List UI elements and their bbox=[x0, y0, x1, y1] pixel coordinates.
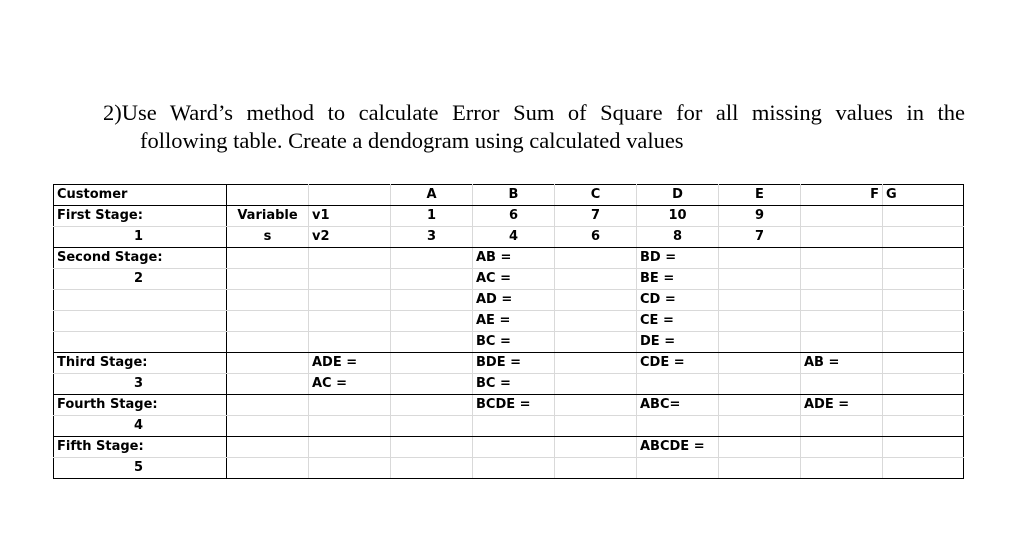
question-line-1: 2)Use Ward’s method to calculate Error Sum of Square for all missing values in the bbox=[103, 100, 965, 125]
col-header-f: F bbox=[801, 185, 883, 206]
third-stage-v1-1: AC = bbox=[309, 374, 391, 395]
v2-e: 7 bbox=[719, 227, 801, 248]
col-header-c: C bbox=[555, 185, 637, 206]
col-header-b: B bbox=[473, 185, 555, 206]
third-stage-b-1: BC = bbox=[473, 374, 555, 395]
fourth-stage-d-0: ABC= bbox=[637, 395, 719, 416]
fourth-stage-b-0: BCDE = bbox=[473, 395, 555, 416]
table-row bbox=[54, 227, 964, 248]
second-stage-b-2: AD = bbox=[473, 290, 555, 311]
variables-label-top: Variable bbox=[227, 206, 309, 227]
second-stage-d-4: DE = bbox=[637, 332, 719, 353]
third-stage-label: Third Stage: bbox=[54, 353, 227, 374]
table-row bbox=[54, 416, 964, 437]
second-stage-d-1: BE = bbox=[637, 269, 719, 290]
third-stage-b-0: BDE = bbox=[473, 353, 555, 374]
table-row bbox=[54, 311, 964, 332]
table-row bbox=[54, 353, 964, 374]
col-header-g: G bbox=[883, 185, 964, 206]
third-stage-number: 3 bbox=[54, 374, 227, 395]
second-stage-d-2: CD = bbox=[637, 290, 719, 311]
fifth-stage-label: Fifth Stage: bbox=[54, 437, 227, 458]
variables-label-bottom: s bbox=[227, 227, 309, 248]
fifth-stage-d-0: ABCDE = bbox=[637, 437, 719, 458]
second-stage-number: 2 bbox=[54, 269, 227, 290]
second-stage-b-3: AE = bbox=[473, 311, 555, 332]
table-row bbox=[54, 458, 964, 479]
table-row bbox=[54, 185, 964, 206]
v1-c: 7 bbox=[555, 206, 637, 227]
question-line-2: following table. Create a dendogram using calculated values bbox=[140, 128, 684, 153]
ward-method-table bbox=[53, 184, 964, 479]
second-stage-label: Second Stage: bbox=[54, 248, 227, 269]
v2-a: 3 bbox=[391, 227, 473, 248]
table-row bbox=[54, 206, 964, 227]
v1-a: 1 bbox=[391, 206, 473, 227]
second-stage-d-3: CE = bbox=[637, 311, 719, 332]
third-stage-v1-0: ADE = bbox=[309, 353, 391, 374]
v1-d: 10 bbox=[637, 206, 719, 227]
second-stage-d-0: BD = bbox=[637, 248, 719, 269]
third-stage-d-0: CDE = bbox=[637, 353, 719, 374]
third-stage-f-0: AB = bbox=[801, 353, 883, 374]
second-stage-b-4: BC = bbox=[473, 332, 555, 353]
table-row bbox=[54, 248, 964, 269]
table-row bbox=[54, 290, 964, 311]
second-stage-b-1: AC = bbox=[473, 269, 555, 290]
second-stage-b-0: AB = bbox=[473, 248, 555, 269]
table-row bbox=[54, 332, 964, 353]
v2-b: 4 bbox=[473, 227, 555, 248]
customer-header: Customer bbox=[54, 185, 227, 206]
fourth-stage-label: Fourth Stage: bbox=[54, 395, 227, 416]
fourth-stage-number: 4 bbox=[54, 416, 227, 437]
fourth-stage-f-0: ADE = bbox=[801, 395, 883, 416]
v2-label: v2 bbox=[309, 227, 391, 248]
table-row bbox=[54, 374, 964, 395]
v1-label: v1 bbox=[309, 206, 391, 227]
table-row bbox=[54, 437, 964, 458]
table-row bbox=[54, 395, 964, 416]
v2-d: 8 bbox=[637, 227, 719, 248]
v1-e: 9 bbox=[719, 206, 801, 227]
question-text bbox=[103, 99, 965, 155]
v1-b: 6 bbox=[473, 206, 555, 227]
fifth-stage-number: 5 bbox=[54, 458, 227, 479]
table-row bbox=[54, 269, 964, 290]
first-stage-number: 1 bbox=[54, 227, 227, 248]
col-header-e: E bbox=[719, 185, 801, 206]
col-header-d: D bbox=[637, 185, 719, 206]
col-header-a: A bbox=[391, 185, 473, 206]
first-stage-label: First Stage: bbox=[54, 206, 227, 227]
v2-c: 6 bbox=[555, 227, 637, 248]
